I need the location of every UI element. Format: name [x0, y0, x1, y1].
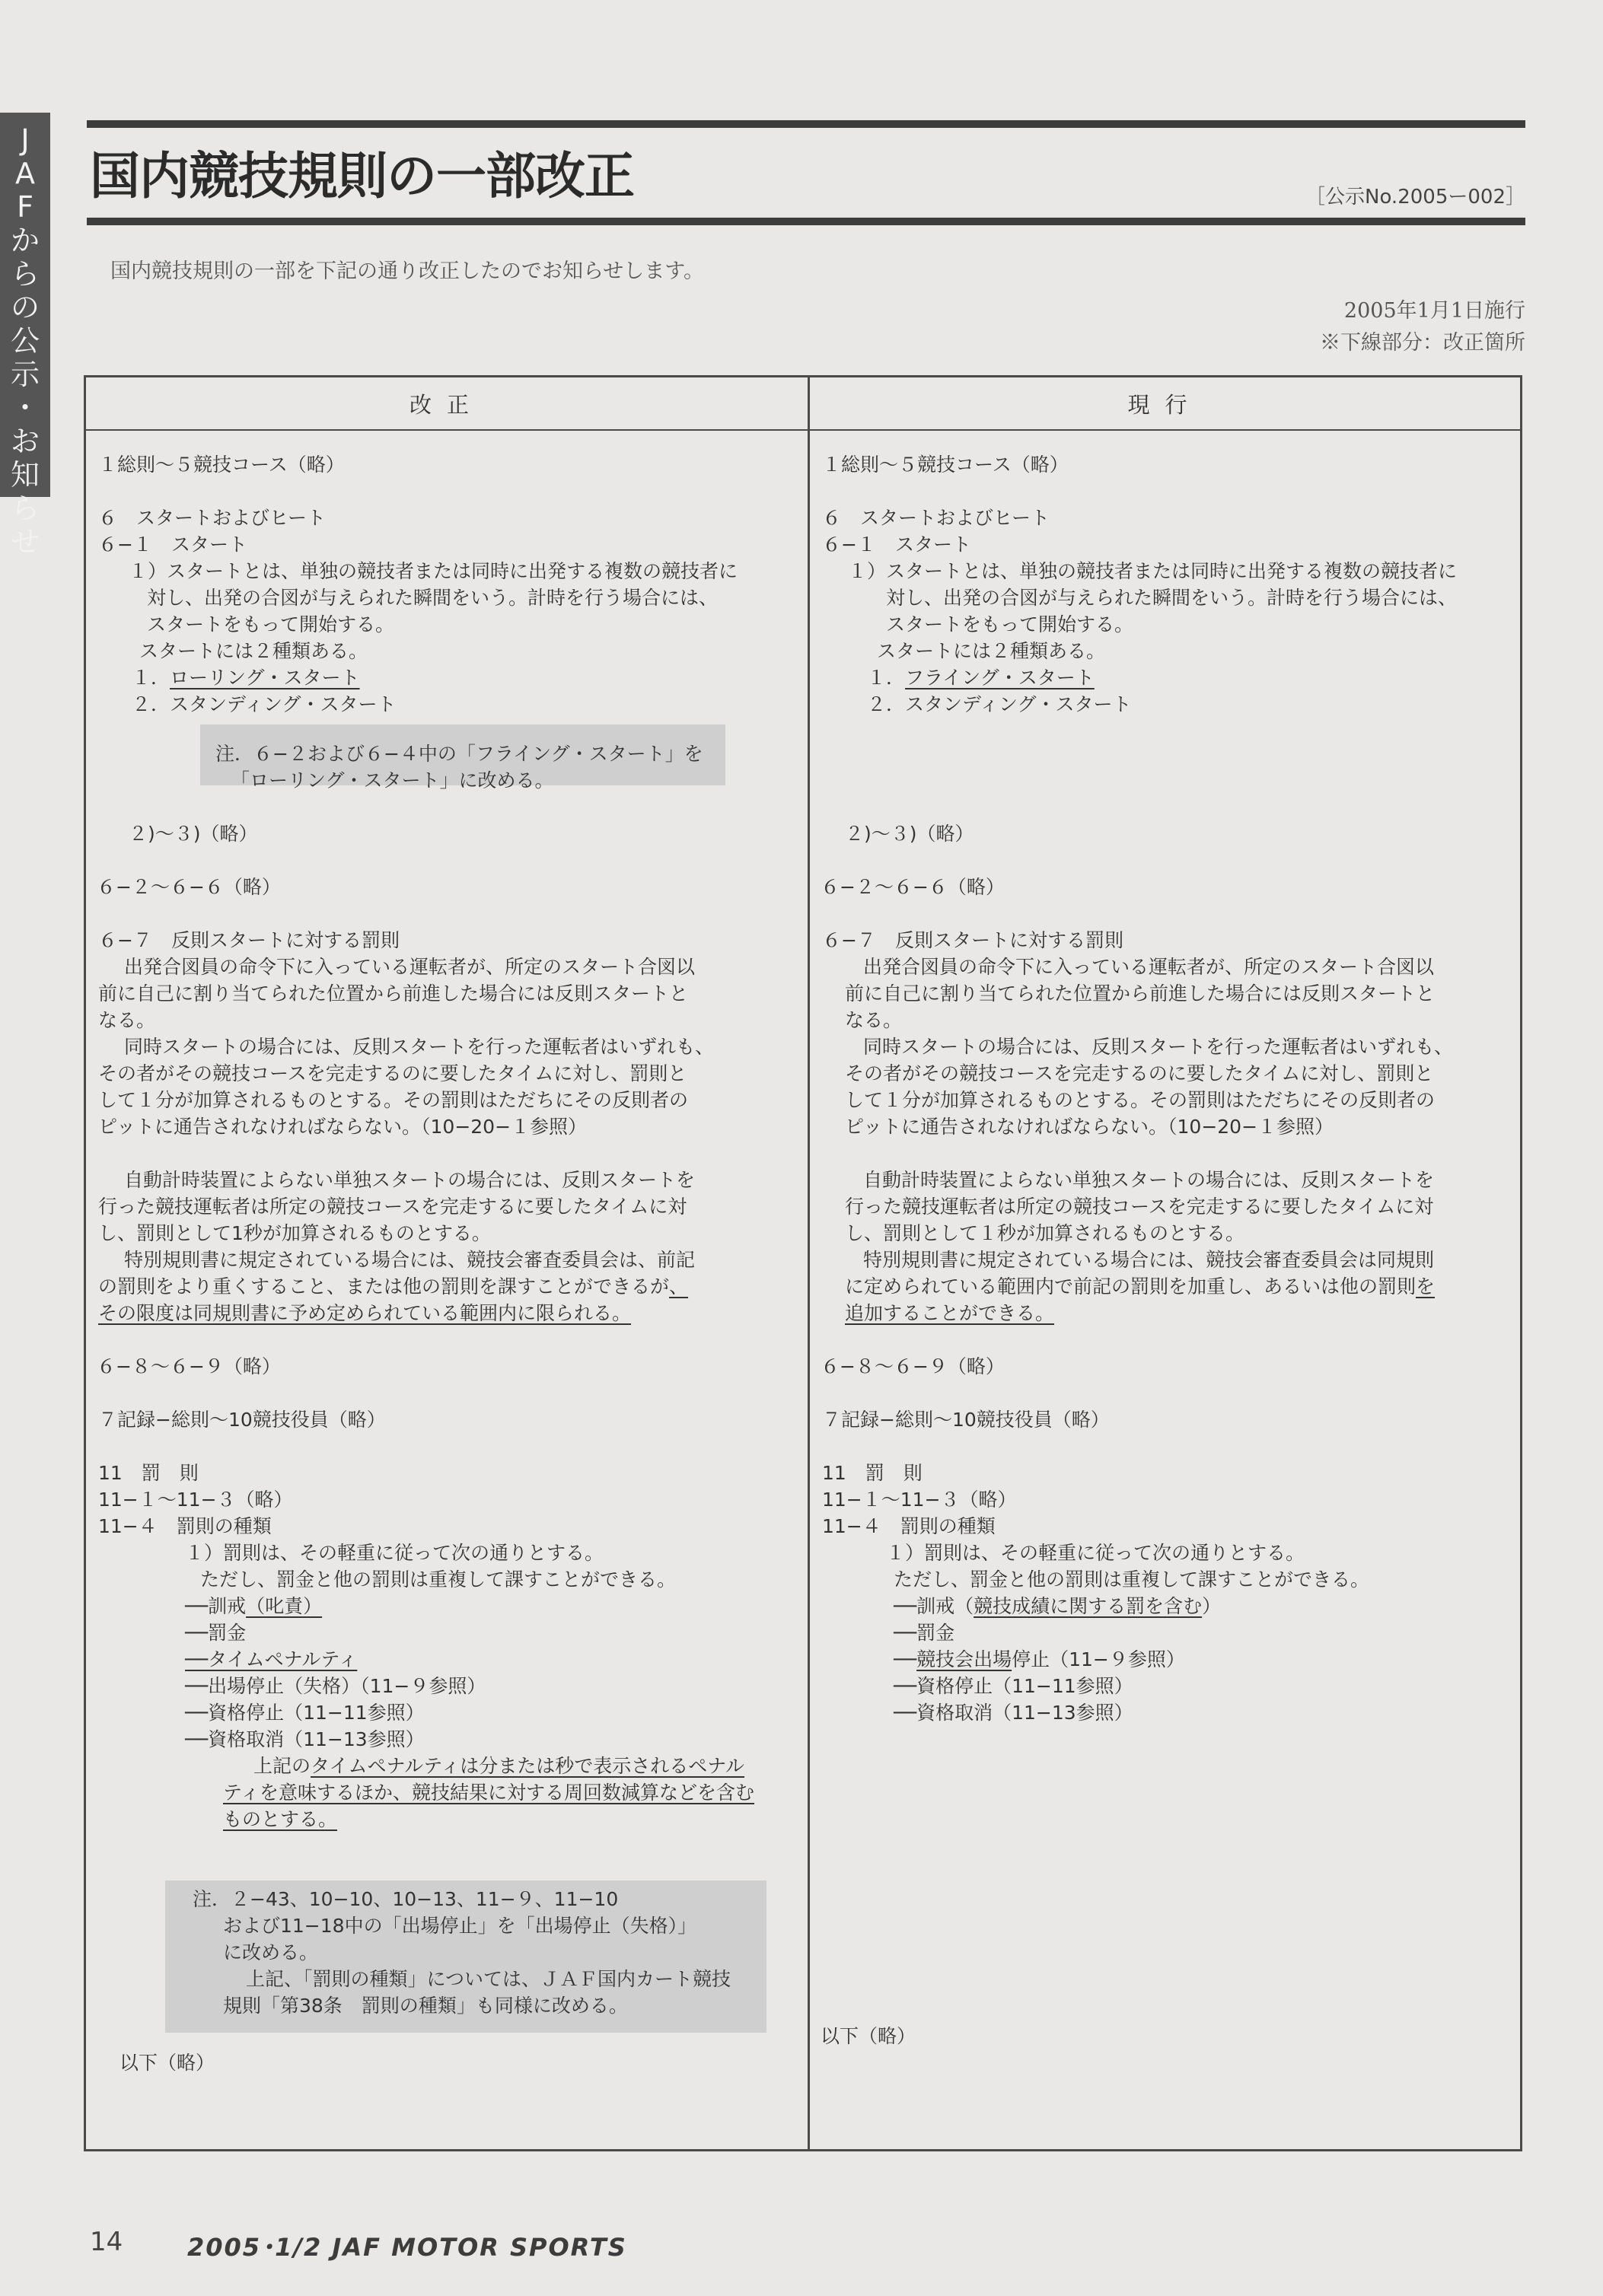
current-line: １．フライング・スタート — [867, 667, 1095, 689]
current-line: 前に自己に割り当てられた位置から前進した場合には反則スタートと — [845, 982, 1436, 1005]
revised-line: その者がその競技コースを完走するのに要したタイムに対し、罰則と — [98, 1062, 687, 1084]
revised-column — [86, 431, 808, 2149]
magazine-title: 2005･1/2 JAF MOTOR SPORTS — [187, 2233, 627, 2262]
revised-line: ──資格停止（11−11参照） — [185, 1702, 425, 1724]
header-current: 現行 — [1127, 392, 1203, 418]
current-line: 以下（略） — [821, 2025, 916, 2047]
revised-line: に改める。 — [223, 1941, 319, 1963]
revised-line: スタートをもって開始する。 — [147, 613, 395, 635]
revised-line: ものとする。 — [223, 1808, 338, 1830]
revised-line: 自動計時装置によらない単独スタートの場合には、反則スタートを — [124, 1169, 696, 1191]
current-line: ２．スタンディング・スタート — [867, 693, 1132, 715]
current-line: 11−１〜11−３（略） — [822, 1489, 1017, 1511]
revised-line: 出発合図員の命令下に入っている運転者が、所定のスタート合図以 — [124, 956, 696, 978]
current-line: 行った競技運転者は所定の競技コースを完走するに要したタイムに対 — [845, 1196, 1434, 1218]
current-line: １）スタートとは、単独の競技者または同時に出発する複数の競技者に — [848, 560, 1458, 582]
underline-legend: ※下線部分：改正箇所 — [1320, 331, 1525, 355]
current-column — [810, 431, 1520, 2149]
revised-line: および11−18中の「出場停止」を「出場停止（失格）」 — [223, 1915, 697, 1937]
revised-line: 以下（略） — [120, 2052, 215, 2074]
revised-line: ７記録−総則〜10競技役員（略） — [98, 1409, 386, 1431]
current-line: 出発合図員の命令下に入っている運転者が、所定のスタート合図以 — [863, 956, 1435, 978]
revised-line: 行った競技運転者は所定の競技コースを完走するに要したタイムに対 — [98, 1196, 687, 1218]
revised-line: 注．６−２および６−４中の「フライング・スタート」を — [215, 743, 703, 765]
revised-line: 上記、「罰則の種類」については、ＪＡＦ国内カート競技 — [246, 1968, 731, 1990]
comparison-table — [84, 375, 1522, 2151]
section-side-tab: J A F か ら の 公 示 ・ お 知 ら せ — [0, 113, 50, 497]
current-line: ２)〜３)（略） — [845, 823, 974, 845]
revised-line: ６ スタートおよびヒート — [98, 507, 327, 529]
revised-line: 注．２−43、10−10、10−13、11−９、11−10 — [193, 1888, 619, 1910]
current-line: ──競技会出場停止（11−９参照） — [894, 1648, 1185, 1670]
effective-date: 2005年1月1日施行 — [1343, 299, 1525, 323]
current-line: 対し、出発の合図が与えられた瞬間をいう。計時を行う場合には、 — [886, 587, 1458, 609]
notice-number: ［公示No.2005ー002］ — [1305, 186, 1525, 209]
revised-line: １．ローリング・スタート — [132, 667, 360, 689]
revised-line: スタートには２種類ある。 — [139, 640, 368, 662]
revised-line: ティを意味するほか、競技結果に対する周回数減算などを含む — [223, 1782, 755, 1804]
revised-line: その限度は同規則書に予め定められている範囲内に限られる。 — [98, 1302, 632, 1324]
current-line: 11 罰 則 — [822, 1462, 923, 1484]
current-line: ピットに通告されなければならない。（10−20−１参照） — [845, 1116, 1334, 1138]
revised-line: ──資格取消（11−13参照） — [185, 1728, 425, 1750]
current-line: スタートには２種類ある。 — [877, 640, 1106, 662]
current-line: １総則〜５競技コース（略） — [822, 454, 1069, 476]
revised-line: １）スタートとは、単独の競技者または同時に出発する複数の競技者に — [129, 560, 738, 582]
revised-line: 11−４ 罰則の種類 — [98, 1515, 272, 1537]
revised-line: 前に自己に割り当てられた位置から前進した場合には反則スタートと — [98, 982, 689, 1005]
current-line: ──資格取消（11−13参照） — [894, 1702, 1133, 1724]
current-line: 11−４ 罰則の種類 — [822, 1515, 996, 1537]
revised-line: ──タイムペナルティ — [185, 1648, 358, 1670]
current-line: ６−８〜６−９（略） — [821, 1355, 1005, 1377]
current-line: １）罰則は、その軽重に従って次の通りとする。 — [886, 1542, 1305, 1564]
current-line: なる。 — [845, 1009, 903, 1031]
revised-line: 上記のタイムペナルティは分または秒で表示されるペナル — [253, 1755, 745, 1777]
revised-line: ６−１ スタート — [98, 533, 247, 556]
current-line: 特別規則書に規定されている場合には、競技会審査委員会は同規則 — [863, 1249, 1435, 1271]
revised-line: 11 罰 則 — [98, 1462, 199, 1484]
revised-line: ２．スタンディング・スタート — [132, 693, 397, 715]
revised-line: ──訓戒（叱責） — [185, 1595, 323, 1617]
title-rule-top — [87, 120, 1525, 128]
revised-line: ──出場停止（失格）（11−９参照） — [185, 1675, 486, 1697]
revised-line: ただし、罰金と他の罰則は重複して課すことができる。 — [200, 1568, 677, 1591]
page-number: 14 — [90, 2227, 123, 2257]
current-line: その者がその競技コースを完走するのに要したタイムに対し、罰則と — [845, 1062, 1434, 1084]
revised-line: ６−７ 反則スタートに対する罰則 — [98, 929, 400, 951]
current-line: ──訓戒（競技成績に関する罰を含む） — [894, 1595, 1222, 1617]
current-line: スタートをもって開始する。 — [886, 613, 1134, 635]
current-line: ７記録−総則〜10競技役員（略） — [822, 1409, 1110, 1431]
current-line: 自動計時装置によらない単独スタートの場合には、反則スタートを — [863, 1169, 1435, 1191]
current-line: に定められている範囲内で前記の罰則を加重し、あるいは他の罰則を — [845, 1275, 1436, 1298]
current-line: 同時スタートの場合には、反則スタートを行った運転者はいずれも、 — [863, 1036, 1454, 1058]
title-rule-bottom — [87, 218, 1525, 225]
revised-line: 11−１〜11−３（略） — [98, 1489, 293, 1511]
intro-text: 国内競技規則の一部を下記の通り改正したのでお知らせします。 — [110, 260, 705, 283]
current-line: して１分が加算されるものとする。その罰則はただちにその反則者の — [845, 1089, 1436, 1111]
revised-line: の罰則をより重くすること、または他の罰則を課すことができるが、 — [98, 1275, 689, 1298]
revised-line: して１分が加算されるものとする。その罰則はただちにその反則者の — [98, 1089, 689, 1111]
revised-line: 対し、出発の合図が与えられた瞬間をいう。計時を行う場合には、 — [147, 587, 719, 609]
revised-line: １）罰則は、その軽重に従って次の通りとする。 — [185, 1542, 604, 1564]
page-title: 国内競技規則の一部改正 — [90, 147, 634, 205]
revised-line: なる。 — [98, 1009, 156, 1031]
revised-line: ６−８〜６−９（略） — [97, 1355, 281, 1377]
revised-line: ２)〜３)（略） — [129, 823, 258, 845]
revised-line: １総則〜５競技コース（略） — [98, 454, 345, 476]
revised-line: ６−２〜６−６（略） — [97, 876, 281, 898]
current-line: ６ スタートおよびヒート — [822, 507, 1050, 529]
revised-line: 特別規則書に規定されている場合には、競技会審査委員会は、前記 — [124, 1249, 696, 1271]
revised-line: 同時スタートの場合には、反則スタートを行った運転者はいずれも、 — [124, 1036, 715, 1058]
current-line: し、罰則として１秒が加算されるものとする。 — [845, 1222, 1245, 1244]
current-line: ６−２〜６−６（略） — [821, 876, 1005, 898]
current-line: ただし、罰金と他の罰則は重複して課すことができる。 — [894, 1568, 1370, 1591]
current-line: ６−７ 反則スタートに対する罰則 — [822, 929, 1123, 951]
revised-line: し、罰則として1秒が加算されるものとする。 — [98, 1222, 491, 1244]
current-line: 追加することができる。 — [845, 1302, 1055, 1324]
revised-line: ──罰金 — [185, 1622, 247, 1644]
revised-line: ピットに通告されなければならない。（10−20−１参照） — [98, 1116, 588, 1138]
revised-line: 規則「第38条 罰則の種類」も同様に改める。 — [223, 1995, 628, 2017]
revised-line: 「ローリング・スタート」に改める。 — [231, 769, 554, 791]
current-line: ──罰金 — [894, 1622, 955, 1644]
current-line: ６−１ スタート — [822, 533, 971, 556]
current-line: ──資格停止（11−11参照） — [894, 1675, 1133, 1697]
header-revised: 改正 — [409, 392, 484, 418]
